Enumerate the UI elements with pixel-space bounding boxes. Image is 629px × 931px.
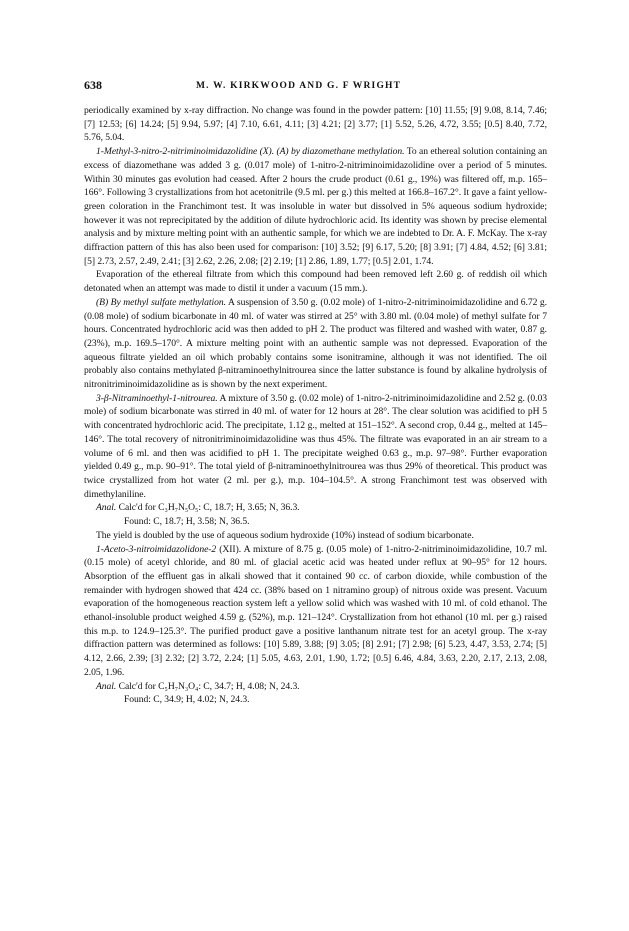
paragraph-italic-lead: Anal. <box>96 680 117 692</box>
paragraph-text: A suspension of 3.50 g. (0.02 mole) of 1-nitro-2-nitriminoimidazolidine and 6.72 g. (0.08 mole) of sodium bicarbonate in 40 ml. of water was stirred at 25° with 3.80 ml. (0.04 mole) of methyl sulfate for 7 hours. Concentrated hydrochloric acid was then added to pH 2. The product was filtered and washed with water, 0.87 g. (23%), m.p. 169.5–170°. A mixture melting point with an authentic sample was not depressed. Evaporation of the aqueous filtrate yielded an oil which probably contains some isonitramine, although it was not identified. The oil probably also contains methylated β-nitraminoethylnitrourea since the latter substance is found by alkaline hydrolysis of nitronitriminoimidazolidine as is shown by the next experiment. <box>84 296 548 391</box>
page-number: 638 <box>84 78 102 92</box>
paragraph-text: (XII). A mixture of 8.75 g. (0.05 mole) of 1-nitro-2-nitriminoimidazolidine, 10.7 ml. (0.15 mole) of acetyl chloride, and 80 ml. of glacial acetic acid was heated under reflux at 90–95° for 12 hours. Absorption of the effluent gas in alkali showed that it contained 90 cc. of carbon dioxide, while combustion of the remainder with hydrogen showed that 424 cc. (38% based on 1 nitramino group) of nitrous oxide was present. Vacuum evaporation of the homogeneous reaction system left a yellow solid which was washed with 10 ml. of cold ethanol. The ethanol-insoluble product weighed 4.59 g. (52%), m.p. 121–124°. Crystallization from hot ethanol (10 ml. per g.) raised this m.p. to 124.9–125.3°. The purified product gave a positive lanthanum nitrate test for an acetyl group. The x-ray diffraction pattern was determined as follows: [10] 5.89, 3.88; [9] 3.05; [8] 2.91; [7] 2.98; [6] 5.23, 4.47, 3.53, 2.74; [5] 4.12, 2.66, 2.39; [3] 2.32; [2] 3.72, 2.24; [1] 5.05, 4.63, 2.01, 1.90, 1.72; [0.5] 6.46, 4.84, 3.63, 2.20, 2.17, 2.13, 2.08, 2.05, 1.96. <box>84 543 547 678</box>
paragraph <box>84 529 547 543</box>
paragraph-text: A mixture of 3.50 g. (0.02 mole) of 1-nitro-2-nitriminoimidazolidine and 2.52 g. (0.03 mole) of sodium bicarbonate was stirred in 40 ml. of water for 12 hours at 28°. The clear solution was acidified to pH 5 with concentrated hydrochloric acid. The precipitate, 1.12 g., melted at 151–152°. A second crop, 0.44 g., melted at 145–146°. The total recovery of nitronitriminoimidazolidine was thus 45%. The filtrate was evaporated in an air stream to a volume of 6 ml. and then was acidified to pH 1. The precipitate weighed 0.63 g., m.p. 97–98°. Further evaporation yielded 0.49 g., m.p. 90–91°. The total yield of β-nitraminoethylnitrourea was thus 29% of theoretical. This product was twice crystallized from hot water (2 ml. per g.), m.p. 104–104.5°. A strong Franchimont test was observed with dimethylaniline. <box>84 392 547 500</box>
paragraph-italic-lead: Anal. <box>96 502 117 514</box>
paragraph <box>84 296 547 392</box>
paragraph <box>84 543 547 680</box>
paragraph-italic-lead: 1-Methyl-3-nitro-2-nitriminoimidazolidine (X). (A) by diazomethane methylation. <box>96 146 405 158</box>
found-line <box>84 515 547 529</box>
paragraph <box>84 104 547 145</box>
paragraph-text: The yield is doubled by the use of aqueous sodium hydroxide (10%) instead of sodium bicarbonate. <box>96 529 474 541</box>
paragraph-text: Calc'd for C₅H₇N₃O₄: C, 34.7; H, 4.08; N, 24.3. <box>116 680 300 692</box>
paragraph <box>84 392 547 502</box>
paragraph-text: periodically examined by x-ray diffraction. No change was found in the powder pattern: [10] 11.55; [9] 9.08, 8.14, 7.46; [7] 12.53; [6] 14.24; [5] 9.94, 5.97; [4] 7.10, 6.61, 4.11; [3] 4.21; [2] 3.77; [1] 5.52, 5.26, 4.72, 3.55; [0.5] 8.40, 7.72, 5.76, 5.04. <box>84 105 547 144</box>
paragraph-text: Evaporation of the ethereal filtrate from which this compound had been removed left 2.60 g. of reddish oil which detonated when an attempt was made to distil it under a vacuum (15 mm.). <box>84 269 547 295</box>
paragraph <box>84 145 547 268</box>
paragraph-italic-lead: (B) By methyl sulfate methylation. <box>96 296 226 308</box>
paragraph-italic-lead: 1-Aceto-3-nitroimidazolidone-2 <box>96 543 217 555</box>
paragraph-italic-lead: 3-β-Nitraminoethyl-1-nitrourea. <box>96 392 218 404</box>
found-line <box>84 693 547 707</box>
body-text <box>84 104 547 707</box>
analysis-line <box>84 501 547 515</box>
analysis-line <box>84 680 547 694</box>
paragraph-text: Calc'd for C₃H₇N₅O₅: C, 18.7; H, 3.65; N, 36.3. <box>116 502 300 514</box>
paragraph <box>84 268 547 295</box>
paragraph-text: To an ethereal solution containing an excess of diazomethane was added 3 g. (0.017 mole) of 1-nitro-2-nitriminoimidazolidine over a period of 5 minutes. Within 30 minutes gas evolution had ceased. After 2 hours the crude product (0.61 g., 19%) was filtered off, m.p. 165–166°. Following 3 crystallizations from hot acetonitrile (9.5 ml. per g.) this melted at 166.8–167.2°. It gave a faint yellow-green coloration in the Franchimont test. It was insoluble in water but dissolved in 5% aqueous sodium hydroxide; however it was not reprecipitated by the addition of dilute hydrochloric acid. Its identity was shown by precise elemental analysis and by mixture melting point with an authentic sample, for which we are indebted to Dr. A. F. McKay. The x-ray diffraction pattern of this has also been used for comparison: [10] 3.52; [9] 6.17, 5.20; [8] 3.91; [7] 4.84, 4.52; [6] 3.81; [5] 2.73, 2.57, 2.49, 2.41; [3] 2.62, 2.26, 2.08; [2] 2.19; [1] 2.86, 1.89, 1.77; [0.5] 2.01, 1.74. <box>84 146 547 267</box>
paragraph-text: Found: C, 18.7; H, 3.58; N, 36.5. <box>124 516 250 528</box>
running-title: M. W. KIRKWOOD AND G. F WRIGHT <box>196 81 402 91</box>
paragraph-text: Found: C, 34.9; H, 4.02; N, 24.3. <box>124 694 250 706</box>
